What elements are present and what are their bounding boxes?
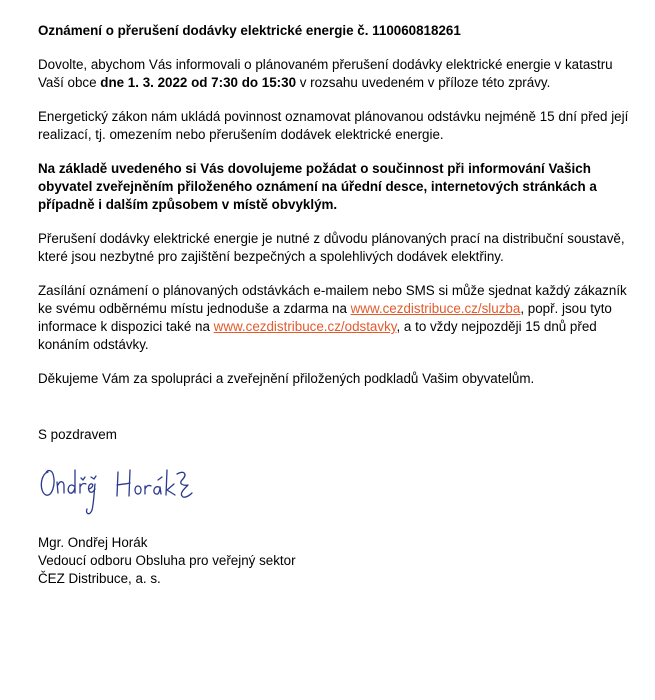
handwritten-signature [38, 460, 638, 520]
signatory-name: Mgr. Ondřej Horák [38, 535, 148, 550]
outage-date: dne 1. 3. 2022 od 7:30 do 15:30 [100, 75, 297, 90]
notifications-text-3: , a to vždy nejpozději 15 dnů před konáním odstávky. [38, 319, 597, 352]
notifications-text-1: Zasílání oznámení o plánovaných odstávkách e-mailem nebo SMS si může sjednat každý zákazník ke svému odběrnému místu jednoduše a zdarma na [38, 283, 627, 316]
signatory-company: ČEZ Distribuce, a. s. [38, 571, 161, 586]
intro-text-before: Dovolte, abychom Vás informovali o plánovaném přerušení dodávky elektrické energie v katastru Vaší obce [38, 57, 613, 90]
paragraph-intro [38, 56, 638, 92]
notifications-text-2: , popř. jsou tyto informace k dispozici také na [38, 301, 612, 334]
notice-title: Oznámení o přerušení dodávky elektrické energie č. 110060818261 [38, 23, 461, 38]
signatory-block [38, 534, 638, 588]
paragraph-reason: Přerušení dodávky elektrické energie je nutné z důvodu plánovaných prací na distribuční soustavě, které jsou nezbytné pro zajištění bezpečných a spolehlivých dodávek elektřiny. [38, 231, 625, 264]
link-sluzba[interactable]: www.cezdistribuce.cz/sluzba [350, 301, 521, 316]
intro-text-after: v rozsahu uvedeném v příloze této zprávy. [296, 75, 551, 90]
greeting: S pozdravem [38, 427, 117, 442]
paragraph-notifications [38, 282, 638, 354]
paragraph-law: Energetický zákon nám ukládá povinnost oznamovat plánovanou odstávku nejméně 15 dní před její realizací, tj. omezením nebo přerušením dodávek elektrické energie. [38, 109, 629, 142]
paragraph-thanks: Děkujeme Vám za spolupráci a zveřejnění přiložených podkladů Vašim obyvatelům. [38, 371, 535, 386]
signature-icon [38, 460, 208, 520]
paragraph-request: Na základě uvedeného si Vás dovolujeme požádat o součinnost při informování Vašich obyvatel zveřejněním přiloženého oznámení na úřední desce, internetových stránkách a případně i dalším způsobem v místě obvyklým. [38, 161, 597, 212]
link-odstavky[interactable]: www.cezdistribuce.cz/odstavky [213, 319, 397, 334]
letter [38, 22, 638, 588]
signatory-position: Vedoucí odboru Obsluha pro veřejný sektor [38, 553, 296, 568]
